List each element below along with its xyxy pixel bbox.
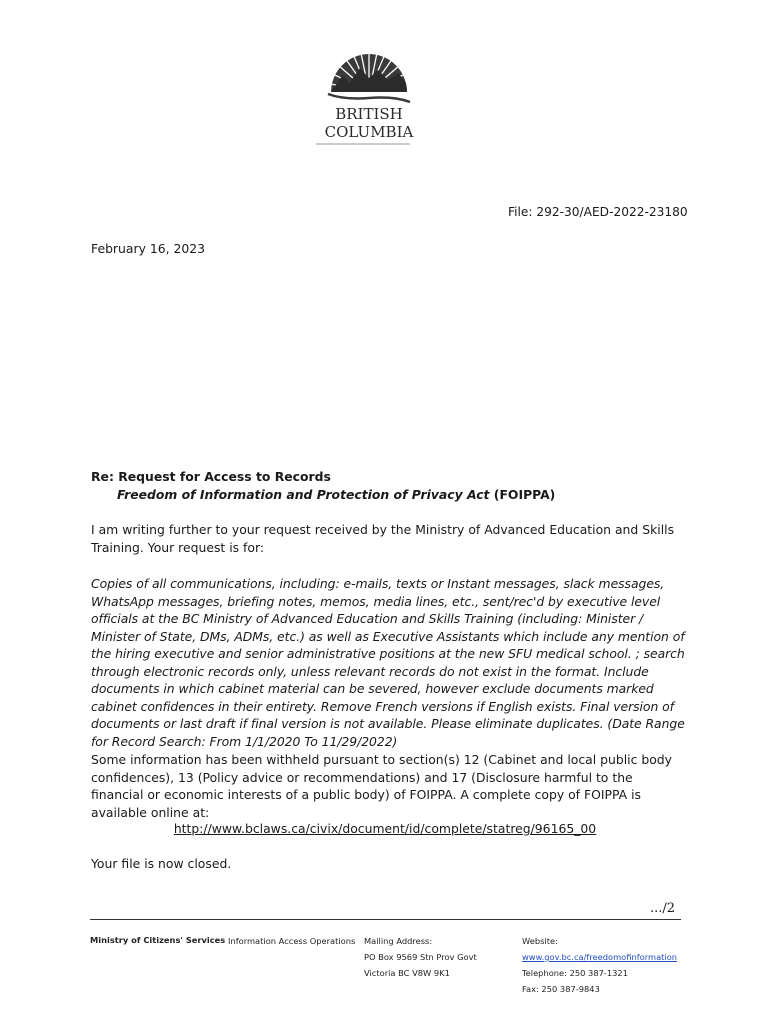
mailing-label: Mailing Address: [364,936,433,946]
telephone: Telephone: 250 387-1321 [522,968,628,978]
letter-date: February 16, 2023 [91,241,206,256]
file-reference: File: 292-30/AED-2022-23180 [508,205,688,219]
mailing-line1: PO Box 9569 Stn Prov Govt [364,952,477,962]
page-continuation: .../2 [650,901,676,916]
act-title [117,487,555,502]
sun-rays-icon [331,52,407,92]
footer-ministry: Ministry of Citizens' Services [90,935,226,945]
foippa-link[interactable]: http://www.bclaws.ca/civix/document/id/complete/statreg/96165_00 [173,821,597,836]
subject-line: Re: Request for Access to Records [91,469,331,484]
website-label: Website: [522,936,558,946]
footer-operations: Information Access Operations [228,936,356,946]
logo-text-line2: COLUMBIA [324,123,414,141]
withheld-paragraph: Some information has been withheld pursuant to section(s) 12 (Cabinet and local public body confidences), 13 (Policy advice or recommendations) and 17 (Disclosure harmful to the financial or economic interests of a public body) of FOIPPA. A complete copy of FOIPPA is available online at: [91,752,672,820]
request-paragraph: Copies of all communications, including: e-mails, texts or Instant messages, slack messages, WhatsApp messages, briefing notes, memos, media lines, etc., sent/rec'd by executive level officials at the BC Ministry of Advanced Education and Skills Training (including: Minister / Minister of State, DMs, ADMs, etc.) as well as Executive Assistants which include any mention of the hiring executive and senior administrative positions at the new SFU medical school. ; search through electronic records only, unless relevant records do not exist in the format. Include documents in which cabinet material can be severed, however exclude documents marked cabinet confidences in their entirety. Remove French versions if English exists. Final version of documents or last draft if final version is not available. Please eliminate duplicates. (Date Range for Record Search: From 1/1/2020 To 11/29/2022) [91,576,685,749]
footer-divider [90,919,681,920]
fax: Fax: 250 387-9843 [522,984,600,994]
website-link[interactable]: www.gov.bc.ca/freedomofinformation [522,952,678,962]
act-abbrev: (FOIPPA) [489,487,556,502]
closed-statement: Your file is now closed. [91,856,232,871]
logo-text-line1: BRITISH [335,105,403,123]
footer-contact [522,933,677,997]
british-columbia-logo [314,44,424,148]
intro-paragraph: I am writing further to your request received by the Ministry of Advanced Education and Skills Training. Your request is for: [91,522,675,555]
act-name: Freedom of Information and Protection of Privacy Act [117,487,490,502]
footer-mailing [364,933,477,981]
mailing-line2: Victoria BC V8W 9K1 [364,968,450,978]
wave-icon [328,94,410,102]
